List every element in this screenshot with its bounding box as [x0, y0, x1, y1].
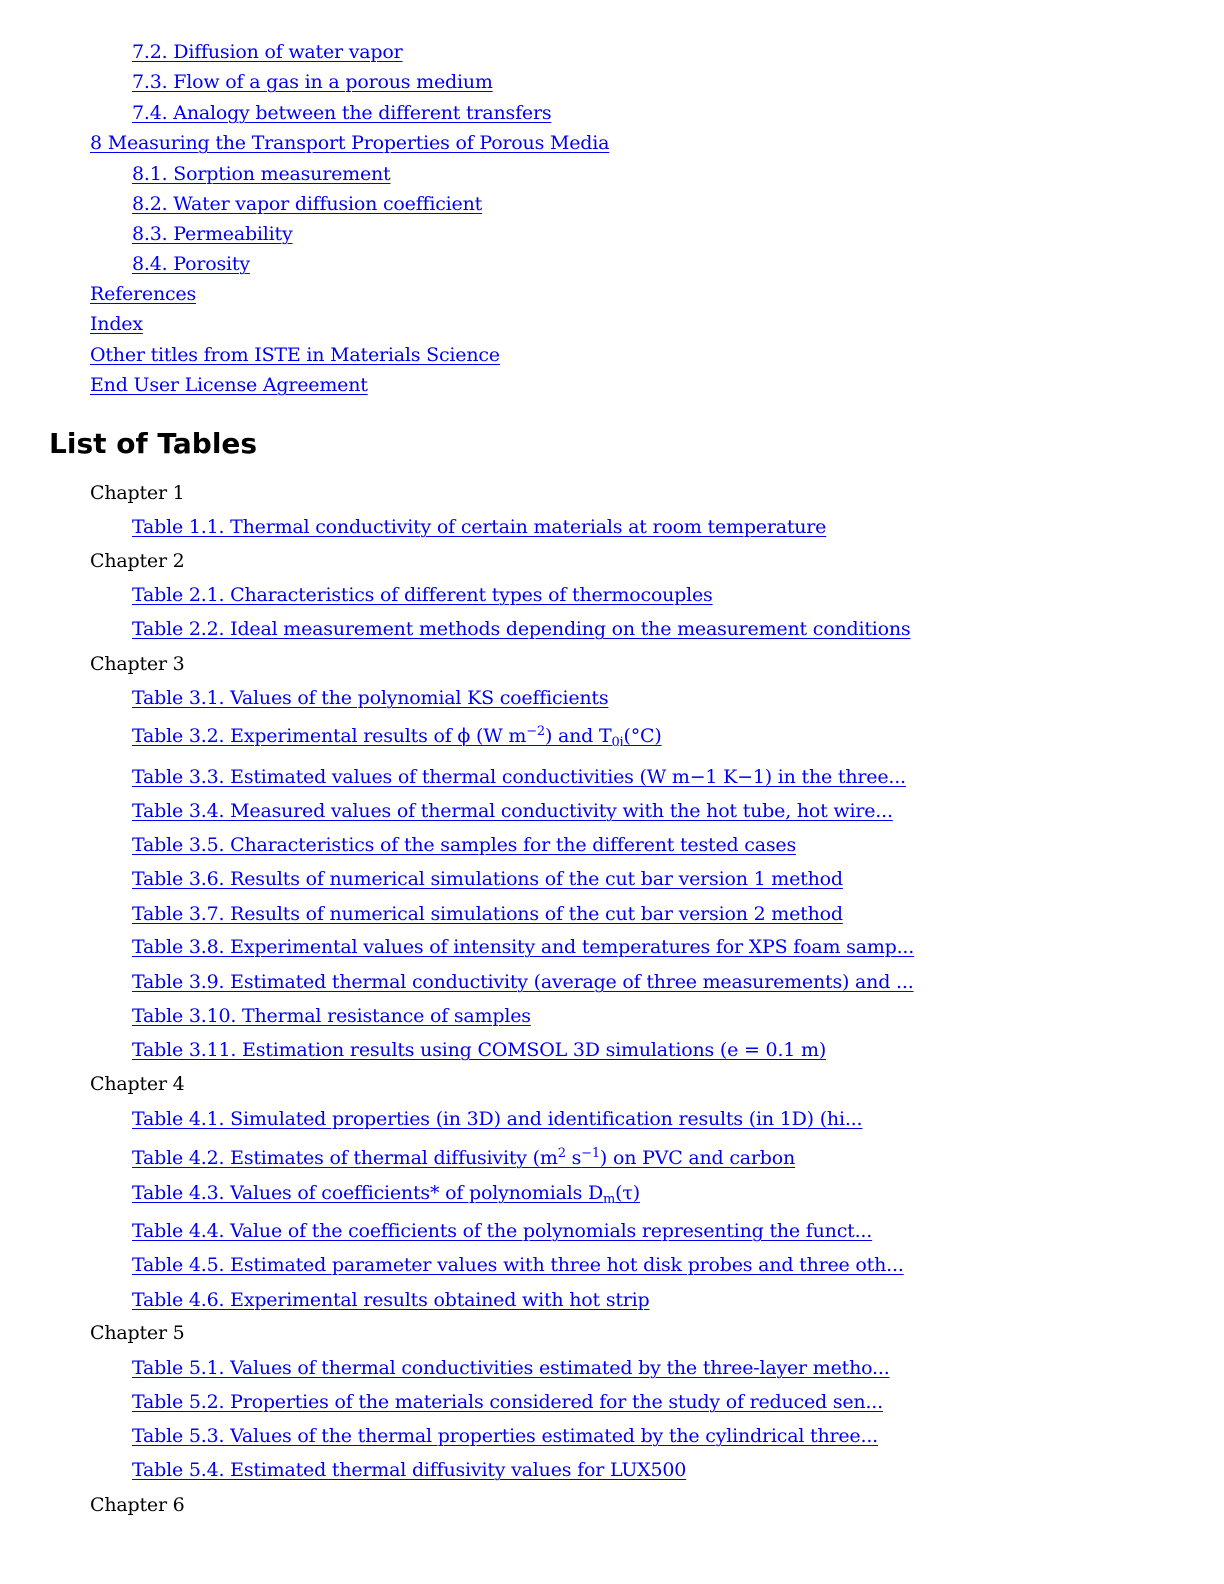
table-link[interactable]: Table 5.2. Properties of the materials considered for the study of reduced sen...: [132, 1391, 883, 1413]
table-entry: [132, 1181, 640, 1205]
table-entry: [132, 583, 713, 607]
table-entry: [132, 833, 796, 857]
superscript: 2: [557, 1146, 566, 1161]
table-link-text: Table 4.3. Values of coefficients* of polynomials D: [132, 1182, 604, 1204]
table-link[interactable]: Table 3.3. Estimated values of thermal conductivities (W m−1 K−1) in the three...: [132, 766, 906, 788]
table-link[interactable]: Table 5.1. Values of thermal conductivities estimated by the three-layer metho...: [132, 1357, 890, 1379]
table-link[interactable]: Table 4.6. Experimental results obtained with hot strip: [132, 1289, 650, 1311]
table-entry: [132, 970, 914, 994]
table-entry: [132, 935, 914, 959]
table-link-text: s: [565, 1147, 582, 1169]
toc-link[interactable]: Index: [90, 313, 143, 335]
superscript: −2: [526, 724, 545, 739]
list-of-tables-heading: List of Tables: [49, 427, 258, 460]
toc-link[interactable]: Other titles from ISTE in Materials Science: [90, 344, 500, 366]
subscript: m: [603, 1192, 616, 1207]
toc-item-7-3: [132, 70, 493, 94]
toc-item-references: [90, 282, 196, 306]
table-entry: [132, 1458, 686, 1482]
table-link-text: (°C): [623, 725, 662, 747]
toc-link[interactable]: 8.4. Porosity: [132, 253, 250, 275]
table-entry: [132, 1288, 650, 1312]
table-entry: [132, 686, 608, 710]
toc-link[interactable]: End User License Agreement: [90, 374, 368, 396]
table-entry: [132, 617, 910, 641]
table-entry: [132, 1356, 890, 1380]
toc-link[interactable]: 7.4. Analogy between the different transfers: [132, 102, 552, 124]
table-entry: [132, 724, 662, 748]
toc-item-7-4: [132, 101, 551, 125]
table-link-text: Table 3.2. Experimental results of ϕ (W m: [132, 725, 527, 747]
table-link[interactable]: [132, 1182, 640, 1207]
chapter-6-label: Chapter 6: [90, 1494, 185, 1516]
toc-item-license: [90, 373, 368, 397]
table-entry: [132, 515, 826, 539]
toc-link[interactable]: 8.3. Permeability: [132, 223, 293, 245]
toc-item-8-4: [132, 252, 250, 276]
table-link[interactable]: Table 3.4. Measured values of thermal conductivity with the hot tube, hot wire...: [132, 800, 893, 822]
table-link[interactable]: Table 3.8. Experimental values of intensity and temperatures for XPS foam samp...: [132, 936, 915, 958]
table-link-text: ) on PVC and carbon: [599, 1147, 796, 1169]
table-link[interactable]: Table 3.7. Results of numerical simulations of the cut bar version 2 method: [132, 903, 843, 925]
table-link[interactable]: Table 3.6. Results of numerical simulations of the cut bar version 1 method: [132, 868, 843, 890]
chapter-1-label: Chapter 1: [90, 482, 185, 504]
toc-item-index: [90, 312, 143, 336]
table-link[interactable]: Table 3.10. Thermal resistance of samples: [132, 1005, 531, 1027]
table-link[interactable]: Table 3.9. Estimated thermal conductivity (average of three measurements) and ...: [132, 971, 914, 993]
table-entry: [132, 1390, 883, 1414]
table-link[interactable]: Table 2.2. Ideal measurement methods depending on the measurement conditions: [132, 618, 911, 640]
table-entry: [132, 1146, 795, 1170]
table-link[interactable]: Table 3.5. Characteristics of the samples for the different tested cases: [132, 834, 797, 856]
table-link-text: Table 4.2. Estimates of thermal diffusivity (m: [132, 1147, 558, 1169]
toc-link[interactable]: References: [90, 283, 197, 305]
toc-item-8-2: [132, 192, 482, 216]
chapter-3-label: Chapter 3: [90, 653, 185, 675]
table-entry: [132, 902, 843, 926]
table-entry: [132, 1424, 878, 1448]
table-entry: [132, 867, 843, 891]
table-link[interactable]: Table 1.1. Thermal conductivity of certain materials at room temperature: [132, 516, 827, 538]
table-link-text: ) and T: [544, 725, 612, 747]
table-link[interactable]: Table 5.3. Values of the thermal properties estimated by the cylindrical three...: [132, 1425, 878, 1447]
toc-link[interactable]: 7.3. Flow of a gas in a porous medium: [132, 71, 493, 93]
table-link[interactable]: [132, 724, 662, 750]
table-entry: [132, 1038, 826, 1062]
table-link[interactable]: Table 4.4. Value of the coefficients of the polynomials representing the funct...: [132, 1220, 873, 1242]
toc-link[interactable]: 7.2. Diffusion of water vapor: [132, 41, 403, 63]
table-entry: [132, 1107, 862, 1131]
toc-link[interactable]: 8.1. Sorption measurement: [132, 163, 391, 185]
toc-link[interactable]: 8.2. Water vapor diffusion coefficient: [132, 193, 483, 215]
table-link[interactable]: Table 2.1. Characteristics of different types of thermocouples: [132, 584, 713, 606]
toc-link[interactable]: 8 Measuring the Transport Properties of Porous Media: [90, 132, 610, 154]
table-link[interactable]: Table 3.11. Estimation results using COMSOL 3D simulations (e = 0.1 m): [132, 1039, 827, 1061]
table-link[interactable]: Table 4.1. Simulated properties (in 3D) and identification results (in 1D) (hi...: [132, 1108, 863, 1130]
table-entry: [132, 1004, 531, 1028]
chapter-2-label: Chapter 2: [90, 550, 185, 572]
table-link-text: (τ): [615, 1182, 640, 1204]
toc-item-8-3: [132, 222, 293, 246]
toc-item-8-1: [132, 162, 390, 186]
superscript: −1: [581, 1146, 600, 1161]
table-link[interactable]: [132, 1147, 795, 1169]
toc-item-other-titles: [90, 343, 500, 367]
table-link[interactable]: Table 3.1. Values of the polynomial KS coefficients: [132, 687, 609, 709]
table-entry: [132, 799, 893, 823]
chapter-4-label: Chapter 4: [90, 1073, 185, 1095]
table-entry: [132, 765, 906, 789]
toc-item-7-2: [132, 40, 403, 64]
toc-item-chapter-8: [90, 131, 609, 155]
subscript: 0i: [611, 735, 624, 750]
table-link[interactable]: Table 4.5. Estimated parameter values with three hot disk probes and three oth...: [132, 1254, 904, 1276]
chapter-5-label: Chapter 5: [90, 1322, 185, 1344]
table-entry: [132, 1253, 904, 1277]
table-link[interactable]: Table 5.4. Estimated thermal diffusivity values for LUX500: [132, 1459, 687, 1481]
table-entry: [132, 1219, 872, 1243]
